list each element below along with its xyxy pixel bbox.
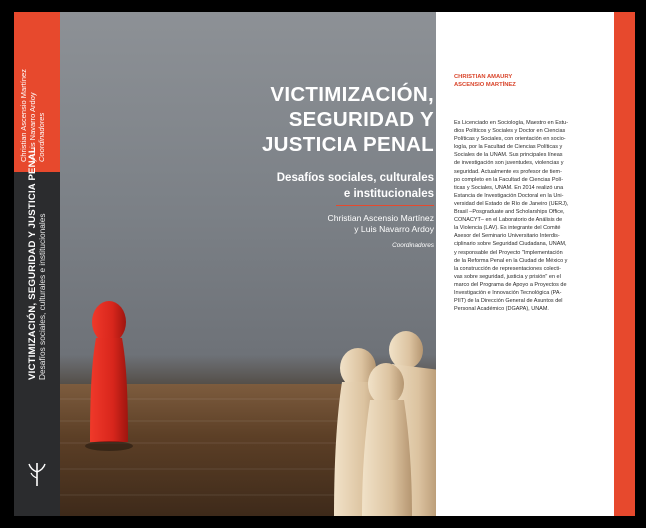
editors-role: Coordinadores xyxy=(392,242,434,249)
book-cover xyxy=(14,12,635,516)
red-figure-icon xyxy=(82,300,136,452)
publisher-logo-icon xyxy=(26,460,48,488)
wooden-figures-icon xyxy=(328,330,436,516)
book-subtitle xyxy=(180,170,434,202)
flap-author-name xyxy=(454,74,604,89)
book-title xyxy=(200,82,434,157)
title-divider xyxy=(336,205,434,206)
spine-text-area xyxy=(16,12,58,516)
spine-authors-role: Coordinadores xyxy=(37,112,46,162)
title-line-3: JUSTICIA PENAL xyxy=(261,133,434,156)
subtitle-line-2: e institucionales xyxy=(343,188,434,200)
spine-subtitle: Desafíos sociales, culturales e institucionales xyxy=(37,213,47,380)
author-name-line-2: ASCENSIO MARTÍNEZ xyxy=(454,81,516,88)
front-cover-photo xyxy=(60,12,436,516)
title-line-2: SEGURIDAD Y xyxy=(288,108,434,131)
editor-2: y Luis Navarro Ardoy xyxy=(354,224,434,234)
book-spine xyxy=(14,12,60,516)
spine-title: VICTIMIZACIÓN, SEGURIDAD Y JUSTICIA PENAL xyxy=(27,147,38,380)
flap-author-bio: Es Licenciado en Sociología, Maestro en Estu- dios Políticos y Sociales y Doctor en Ciencias Políticas y Sociales, con orientación en socio- logía, por la Facultad de Ciencias Políticas y Sociales de la UNAM. Sus principales líneas de investigación son juventudes, violencias y seguridad. Actualmente es profesor de tiem- po completo en la Facultad de Ciencias Polí- ticas y Sociales, UNAM. En 2014 realizó una Estancia de Investigación Doctoral en la Uni- versidad del Estado de Río de Janeiro (UERJ), Brasil –Posgraduate and Scholarships Office, CONACYT– en el Laboratorio de Análisis de la Violencia (LAV). Es integrante del Comité Asesor del Seminario Universitario Interdis- ciplinario sobre Seguridad Ciudadana, UNAM, y responsable del Proyecto "Implementación de la Reforma Penal en la Ciudad de México y la construcción de representaciones colecti- vas sobre seguridad, justicia y prisión" en el marco del Programa de Apoyo a Proyectos de Investigación e Innovación Tecnológica (PA- PIIT) de la Dirección General de Asuntos del Personal Académico (DGAPA), UNAM. xyxy=(454,120,569,313)
subtitle-line-1: Desafíos sociales, culturales xyxy=(276,172,434,184)
spine-author-1: Christian Ascensio Martínez xyxy=(19,69,28,162)
author-name-line-1: CHRISTIAN AMAURY xyxy=(454,74,513,80)
flap-accent-band xyxy=(614,12,635,516)
spine-author-2: y Luis Navarro Ardoy xyxy=(28,92,37,162)
editor-1: Christian Ascensio Martínez xyxy=(327,213,434,223)
title-line-1: VICTIMIZACIÓN, xyxy=(270,83,434,106)
book-editors xyxy=(200,213,434,235)
